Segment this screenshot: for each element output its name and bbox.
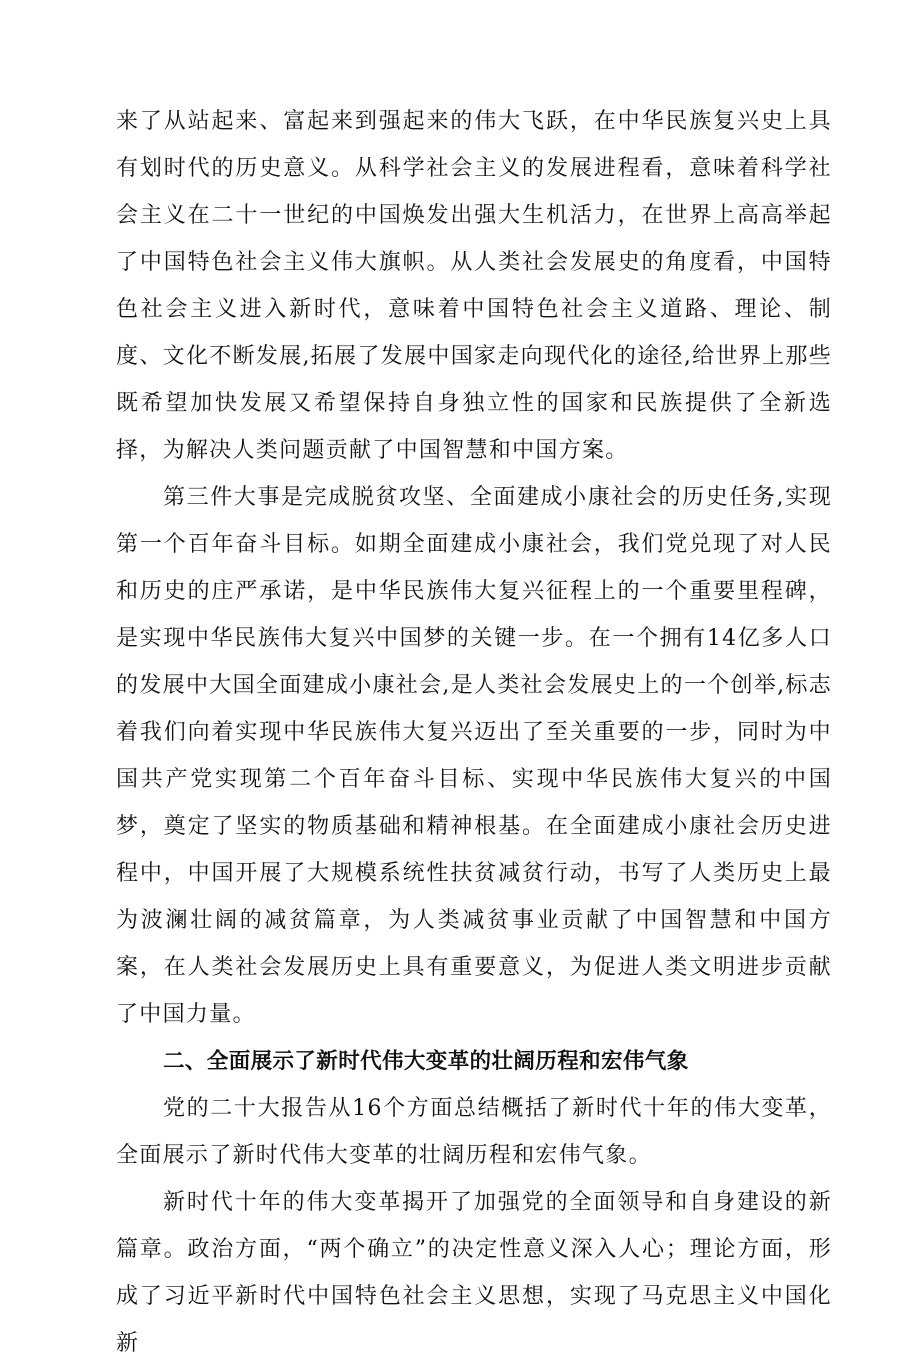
section-heading: 二、全面展示了新时代伟大变革的壮阔历程和宏伟气象: [163, 1049, 689, 1074]
body-paragraph: 新时代十年的伟大变革揭开了加强党的全面领导和自身建设的新篇章。政治方面，“两个确立”的决定性意义深入人心；理论方面，形成了习近平新时代中国特色社会主义思想，实现了马克思主义中国化新: [116, 1190, 832, 1356]
body-paragraph: 来了从站起来、富起来到强起来的伟大飞跃，在中华民族复兴史上具有划时代的历史意义。从科学社会主义的发展进程看，意味着科学社会主义在二十一世纪的中国焕发出强大生机活力，在世界上高高举起了中国特色社会主义伟大旗帜。从人类社会发展史的角度看，中国特色社会主义进入新时代，意味着中国特色社会主义道路、理论、制度、文化不断发展,拓展了发展中国家走向现代化的途径,给世界上那些既希望加快发展又希望保持自身独立性的国家和民族提供了全新选择，为解决人类问题贡献了中国智慧和中国方案。: [116, 109, 832, 463]
body-paragraph: 党的二十大报告从16个方面总结概括了新时代十年的伟大变革，全面展示了新时代伟大变革的壮阔历程和宏伟气象。: [116, 1096, 832, 1168]
body-paragraph: 第三件大事是完成脱贫攻坚、全面建成小康社会的历史任务,实现第一个百年奋斗目标。如期全面建成小康社会，我们党兑现了对人民和历史的庄严承诺，是中华民族伟大复兴征程上的一个重要里程碑，是实现中华民族伟大复兴中国梦的关键一步。在一个拥有14亿多人口的发展中大国全面建成小康社会,是人类社会发展史上的一个创举,标志着我们向着实现中华民族伟大复兴迈出了至关重要的一步，同时为中国共产党实现第二个百年奋斗目标、实现中华民族伟大复兴的中国梦，奠定了坚实的物质基础和精神根基。在全面建成小康社会历史进程中，中国开展了大规模系统性扶贫减贫行动，书写了人类历史上最为波澜壮阔的减贫篇章，为人类减贫事业贡献了中国智慧和中国方案，在人类社会发展历史上具有重要意义，为促进人类文明进步贡献了中国力量。: [116, 485, 832, 1027]
document-body: [116, 98, 832, 1367]
